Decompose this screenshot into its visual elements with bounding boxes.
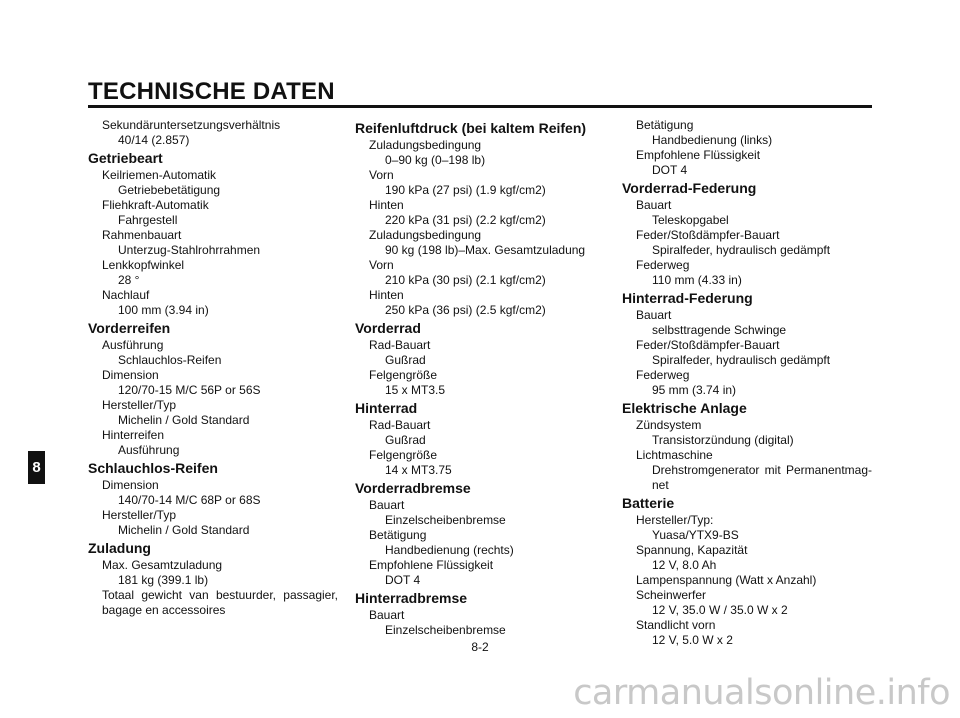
- spec-value: Yuasa/YTX9-BS: [652, 528, 739, 542]
- spec-value: 190 kPa (27 psi) (1.9 kgf/cm2): [385, 183, 546, 197]
- spec-value: Gußrad: [385, 353, 426, 367]
- spec-label: Zuladungsbedingung: [369, 138, 482, 152]
- spec-label: Bauart: [636, 198, 672, 212]
- spec-value: Michelin / Gold Standard: [118, 523, 250, 537]
- spec-value: 12 V, 8.0 Ah: [652, 558, 717, 572]
- spec-label: Rahmenbauart: [102, 228, 182, 242]
- spec-value: Einzelscheibenbremse: [385, 623, 506, 637]
- spec-label: Feder/Stoßdämpfer-Bauart: [636, 228, 780, 242]
- spec-label: Federweg: [636, 368, 690, 382]
- spec-column-2: [355, 118, 595, 638]
- spec-value: Spiralfeder, hydraulisch gedämpft: [652, 353, 831, 367]
- section-title-hinterrad-federung: Hinterrad-Federung: [622, 290, 753, 306]
- spec-label: Rad-Bauart: [369, 418, 431, 432]
- spec-label: Hersteller/Typ:: [636, 513, 714, 527]
- spec-value: 250 kPa (36 psi) (2.5 kgf/cm2): [385, 303, 546, 317]
- spec-value: Gußrad: [385, 433, 426, 447]
- spec-value: 40/14 (2.857): [118, 133, 190, 147]
- spec-label: Ausführung: [102, 338, 164, 352]
- spec-label: Hinterreifen: [102, 428, 165, 442]
- spec-value: 90 kg (198 lb)–Max. Gesamtzuladung: [385, 243, 586, 257]
- section-title-elektrische-anlage: Elektrische Anlage: [622, 400, 747, 416]
- spec-value: 0–90 kg (0–198 lb): [385, 153, 486, 167]
- spec-label: Hinten: [369, 288, 404, 302]
- title-rule: [88, 105, 872, 108]
- spec-value: DOT 4: [652, 163, 688, 177]
- spec-label: Lichtmaschine: [636, 448, 713, 462]
- spec-value: Michelin / Gold Standard: [118, 413, 250, 427]
- spec-value: 100 mm (3.94 in): [118, 303, 209, 317]
- spec-label: Rad-Bauart: [369, 338, 431, 352]
- spec-value: Unterzug-Stahlrohrrahmen: [118, 243, 261, 257]
- spec-value: 120/70-15 M/C 56P or 56S: [118, 383, 261, 397]
- section-title-zuladung: Zuladung: [88, 540, 151, 556]
- spec-label: Spannung, Kapazität: [636, 543, 748, 557]
- spec-value: 14 x MT3.75: [385, 463, 452, 477]
- spec-value: Handbedienung (links): [652, 133, 773, 147]
- spec-value: 28 °: [118, 273, 140, 287]
- spec-value: 110 mm (4.33 in): [652, 273, 742, 287]
- spec-label: Vorn: [369, 168, 394, 182]
- watermark: carmanualsonline.info: [573, 673, 950, 713]
- spec-value: Getriebebetätigung: [118, 183, 221, 197]
- spec-value: 12 V, 35.0 W / 35.0 W x 2: [652, 603, 788, 617]
- spec-label: Lenkkopfwinkel: [102, 258, 185, 272]
- spec-value: selbsttragende Schwinge: [652, 323, 787, 337]
- spec-value: Handbedienung (rechts): [385, 543, 514, 557]
- spec-label: Dimension: [102, 368, 159, 382]
- spec-value: 220 kPa (31 psi) (2.2 kgf/cm2): [385, 213, 546, 227]
- spec-label: Bauart: [636, 308, 672, 322]
- section-title-vorderrad-federung: Vorderrad-Federung: [622, 180, 757, 196]
- spec-value: Teleskopgabel: [652, 213, 729, 227]
- spec-value: Drehstromgenerator mit Permanentmag-net: [652, 463, 872, 492]
- page-number: 8-2: [471, 640, 489, 654]
- section-title-vorderrad: Vorderrad: [355, 320, 421, 336]
- spec-label: Keilriemen-Automatik: [102, 168, 217, 182]
- spec-label: Sekundäruntersetzungsverhältnis: [102, 118, 281, 132]
- spec-value: Fahrgestell: [118, 213, 178, 227]
- spec-label: Hersteller/Typ: [102, 398, 177, 412]
- spec-label: Hinten: [369, 198, 404, 212]
- page-title: TECHNISCHE DATEN: [88, 78, 335, 105]
- spec-label: Empfohlene Flüssigkeit: [369, 558, 494, 572]
- spec-value: 95 mm (3.74 in): [652, 383, 737, 397]
- spec-label: Zuladungsbedingung: [369, 228, 482, 242]
- spec-label: Felgengröße: [369, 448, 438, 462]
- spec-value: Transistorzündung (digital): [652, 433, 794, 447]
- spec-label: Hersteller/Typ: [102, 508, 177, 522]
- spec-label: Max. Gesamtzuladung: [102, 558, 223, 572]
- section-title-vorderreifen: Vorderreifen: [88, 320, 171, 336]
- spec-label: Empfohlene Flüssigkeit: [636, 148, 761, 162]
- spec-label: Standlicht vorn: [636, 618, 716, 632]
- spec-label: Scheinwerfer: [636, 588, 707, 602]
- spec-label: Betätigung: [636, 118, 694, 132]
- section-title-hinterradbremse: Hinterradbremse: [355, 590, 468, 606]
- spec-label: Betätigung: [369, 528, 427, 542]
- spec-column-3: [622, 118, 872, 648]
- section-title-getriebeart: Getriebeart: [88, 150, 163, 166]
- section-title-reifenluftdruck: Reifenluftdruck (bei kaltem Reifen): [355, 120, 587, 136]
- spec-label: Zündsystem: [636, 418, 702, 432]
- spec-label: Feder/Stoßdämpfer-Bauart: [636, 338, 780, 352]
- spec-label: Dimension: [102, 478, 159, 492]
- spec-label: Fliehkraft-Automatik: [102, 198, 209, 212]
- spec-label: Federweg: [636, 258, 690, 272]
- spec-label: Bauart: [369, 608, 405, 622]
- spec-label: Felgengröße: [369, 368, 438, 382]
- spec-value: DOT 4: [385, 573, 421, 587]
- section-title-vorderradbremse: Vorderradbremse: [355, 480, 471, 496]
- spec-value: 12 V, 5.0 W x 2: [652, 633, 733, 647]
- spec-label: Vorn: [369, 258, 394, 272]
- section-title-batterie: Batterie: [622, 495, 675, 511]
- spec-value: 140/70-14 M/C 68P or 68S: [118, 493, 261, 507]
- spec-value: Einzelscheibenbremse: [385, 513, 506, 527]
- chapter-tab: 8: [28, 451, 45, 484]
- spec-value: Ausführung: [118, 443, 180, 457]
- spec-label: Lampenspannung (Watt x Anzahl): [636, 573, 817, 587]
- section-title-hinterrad: Hinterrad: [355, 400, 418, 416]
- spec-label: Nachlauf: [102, 288, 150, 302]
- spec-value: Spiralfeder, hydraulisch gedämpft: [652, 243, 831, 257]
- spec-note: Totaal gewicht van bestuurder, passagier, bagage en accessoires: [102, 588, 338, 617]
- spec-value: 15 x MT3.5: [385, 383, 446, 397]
- spec-column-1: [88, 118, 338, 618]
- spec-value: 181 kg (399.1 lb): [118, 573, 209, 587]
- spec-value: Schlauchlos-Reifen: [118, 353, 222, 367]
- section-title-schlauchlos-reifen: Schlauchlos-Reifen: [88, 460, 218, 476]
- spec-label: Bauart: [369, 498, 405, 512]
- spec-value: 210 kPa (30 psi) (2.1 kgf/cm2): [385, 273, 546, 287]
